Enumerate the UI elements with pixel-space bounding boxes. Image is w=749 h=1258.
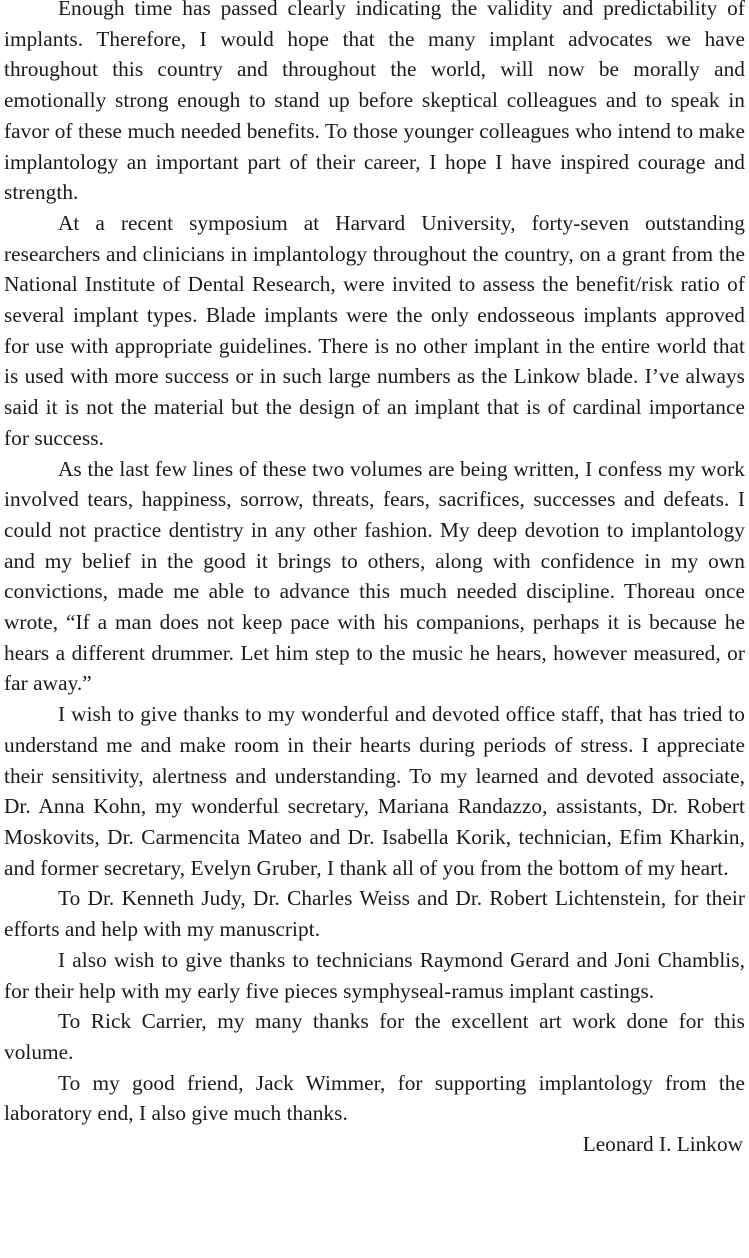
- paragraph-art-work-thanks: To Rick Carrier, my many thanks for the excellent art work done for this volume.: [4, 1009, 745, 1064]
- paragraph-manuscript-thanks: To Dr. Kenneth Judy, Dr. Charles Weiss and Dr. Robert Lichtenstein, for their efforts and help with my manuscript.: [4, 886, 745, 942]
- author-signature: Leonard I. Linkow: [582, 1132, 743, 1157]
- paragraph-laboratory-thanks: To my good friend, Jack Wimmer, for supporting implantology from the laboratory end, I also give much thanks.: [4, 1070, 745, 1126]
- paragraph-technicians-thanks: I also wish to give thanks to technicians Raymond Gerard and Joni Chamblis, for their help with my early five pieces symphyseal-ramus implant castings.: [4, 947, 745, 1003]
- paragraph-implant-advocates: Enough time has passed clearly indicating the validity and predictability of implants. Therefore, I would hope that the many implant advocates we have throughout this country and throughout the world, will now be morally and emotionally strong enough to stand up before skeptical colleagues and to speak in favor of these much needed benefits. To those younger colleagues who intend to make implantology an important part of their career, I hope I have inspired courage and strength.: [4, 0, 745, 205]
- paragraph-harvard-symposium: At a recent symposium at Harvard University, forty-seven outstanding researchers and clinicians in implantology throughout the country, on a grant from the National Institute of Dental Research, were invited to assess the benefit/risk ratio of several implant types. Blade implants were the only endosseous implants approved for use with appropriate guidelines. There is no other implant in the entire world that is used with more success or in such large numbers as the Linkow blade. I’ve always said it is not the material but the design of an implant that is of cardinal importance for success.: [4, 210, 745, 450]
- paragraph-thoreau-quote: As the last few lines of these two volumes are being written, I confess my work involved tears, happiness, sorrow, threats, fears, sacrifices, successes and defeats. I could not practice dentistry in any other fashion. My deep devotion to implantology and my belief in the good it brings to others, along with confidence in my own convictions, made me able to advance this much needed discipline. Thoreau once wrote, “If a man does not keep pace with his companions, perhaps it is because he hears a different drummer. Let him step to the music he hears, however measured, or far away.”: [4, 456, 745, 696]
- paragraph-office-staff-thanks: I wish to give thanks to my wonderful and devoted office staff, that has tried to understand me and make room in their hearts during periods of stress. I appreciate their sensitivity, alertness and understanding. To my learned and devoted associate, Dr. Anna Kohn, my wonderful secretary, Mariana Randazzo, assistants, Dr. Robert Moskovits, Dr. Carmencita Mateo and Dr. Isabella Korik, technician, Efim Kharkin, and former secretary, Evelyn Gruber, I thank all of you from the bottom of my heart.: [4, 702, 745, 880]
